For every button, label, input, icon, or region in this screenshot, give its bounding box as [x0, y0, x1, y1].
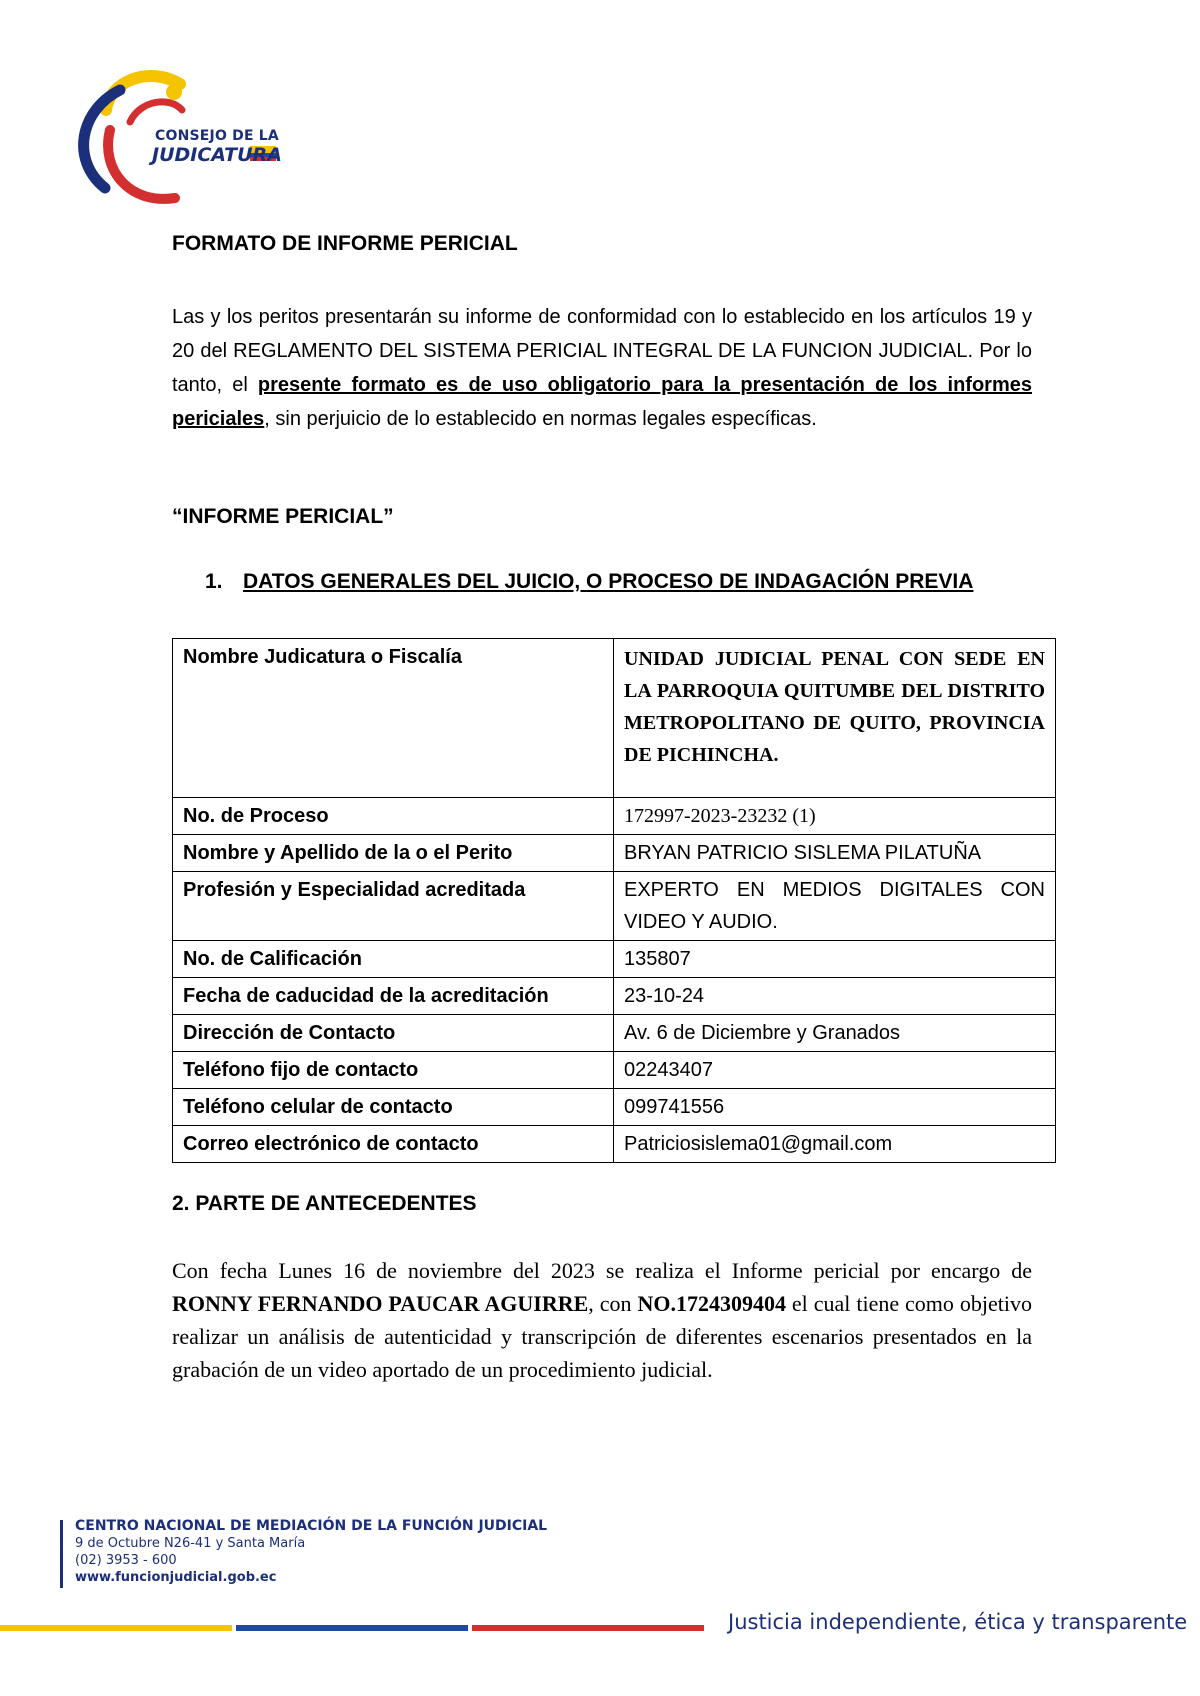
table-label: Profesión y Especialidad acreditada [173, 872, 614, 941]
table-value: Patriciosislema01@gmail.com [614, 1126, 1056, 1163]
table-row [173, 978, 1056, 1015]
table-value: 135807 [614, 941, 1056, 978]
table-value: 23-10-24 [614, 978, 1056, 1015]
table-value: 02243407 [614, 1052, 1056, 1089]
table-value: UNIDAD JUDICIAL PENAL CON SEDE EN LA PARROQUIA QUITUMBE DEL DISTRITO METROPOLITANO DE QUITO, PROVINCIA DE PICHINCHA. [614, 639, 1056, 798]
table-label: No. de Proceso [173, 798, 614, 835]
table-row [173, 1089, 1056, 1126]
table-value: 099741556 [614, 1089, 1056, 1126]
table-label: Correo electrónico de contacto [173, 1126, 614, 1163]
intro-underlined-text: presente formato es de uso obligatorio para la presentación de los informes periciales [172, 374, 1032, 430]
footer-divider [60, 1520, 63, 1588]
table-row [173, 1015, 1056, 1052]
antecedents-text-a: Con fecha Lunes 16 de noviembre del 2023 se realiza el Informe pericial por encargo de [172, 1258, 1032, 1283]
section1-title: DATOS GENERALES DEL JUICIO, O PROCESO DE INDAGACIÓN PREVIA [243, 570, 974, 593]
report-title: “INFORME PERICIAL” [172, 505, 394, 528]
document-title: FORMATO DE INFORME PERICIAL [172, 232, 518, 255]
footer-address: 9 de Octubre N26-41 y Santa María [75, 1536, 306, 1551]
logo-line2: JUDICATURA [152, 144, 282, 166]
table-label: Nombre Judicatura o Fiscalía [173, 639, 614, 798]
footer-slogan: Justicia independiente, ética y transparente [728, 1610, 1188, 1634]
table-row [173, 1052, 1056, 1089]
general-data-table [172, 638, 1056, 1163]
flag-stripe-yellow [0, 1625, 232, 1631]
flag-stripe-red [472, 1625, 704, 1631]
table-value: Av. 6 de Diciembre y Granados [614, 1015, 1056, 1052]
flag-stripe-blue [236, 1625, 468, 1631]
table-row [173, 941, 1056, 978]
footer-phone: (02) 3953 - 600 [75, 1553, 177, 1568]
table-value: BRYAN PATRICIO SISLEMA PILATUÑA [614, 835, 1056, 872]
table-row [173, 639, 1056, 798]
table-row [173, 1126, 1056, 1163]
table-value: 172997-2023-23232 (1) [614, 798, 1056, 835]
intro-text-1: Las y los peritos presentarán su informe de conformidad con lo establecido en los artículos 19 y 20 del REGLAMENTO DEL SISTEMA PERICIAL INTEGRAL DE LA FUNCION JUDICIAL. Por lo tanto, el [172, 306, 1032, 396]
antecedents-text-c: el cual tiene como objetivo realizar un análisis de autenticidad y transcripción de diferentes escenarios presentados en la grabación de un video aportado de un procedimiento judicial. [172, 1291, 1032, 1382]
intro-paragraph [172, 300, 1032, 436]
footer-contact [75, 1518, 547, 1586]
footer-org: CENTRO NACIONAL DE MEDIACIÓN DE LA FUNCIÓN JUDICIAL [75, 1518, 548, 1534]
table-label: Dirección de Contacto [173, 1015, 614, 1052]
table-label: Fecha de caducidad de la acreditación [173, 978, 614, 1015]
antecedents-text-b: , con [588, 1291, 638, 1316]
table-value: EXPERTO EN MEDIOS DIGITALES CON VIDEO Y AUDIO. [614, 872, 1056, 941]
table-row [173, 872, 1056, 941]
table-row [173, 798, 1056, 835]
intro-text-2: , sin perjuicio de lo establecido en normas legales específicas. [264, 408, 817, 430]
table-label: Teléfono celular de contacto [173, 1089, 614, 1126]
table-row [173, 835, 1056, 872]
requester-id: NO.1724309404 [637, 1291, 786, 1316]
footer-website: www.funcionjudicial.gob.ec [75, 1570, 277, 1585]
section2-heading: 2. PARTE DE ANTECEDENTES [172, 1192, 477, 1215]
table-label: Teléfono fijo de contacto [173, 1052, 614, 1089]
section1-number: 1. [205, 570, 223, 593]
logo-line1: CONSEJO DE LA [155, 128, 279, 144]
consejo-judicatura-logo [70, 70, 310, 220]
table-label: No. de Calificación [173, 941, 614, 978]
antecedents-paragraph [172, 1254, 1032, 1386]
section1-heading [205, 570, 973, 594]
table-label: Nombre y Apellido de la o el Perito [173, 835, 614, 872]
requester-name: RONNY FERNANDO PAUCAR AGUIRRE [172, 1291, 589, 1316]
